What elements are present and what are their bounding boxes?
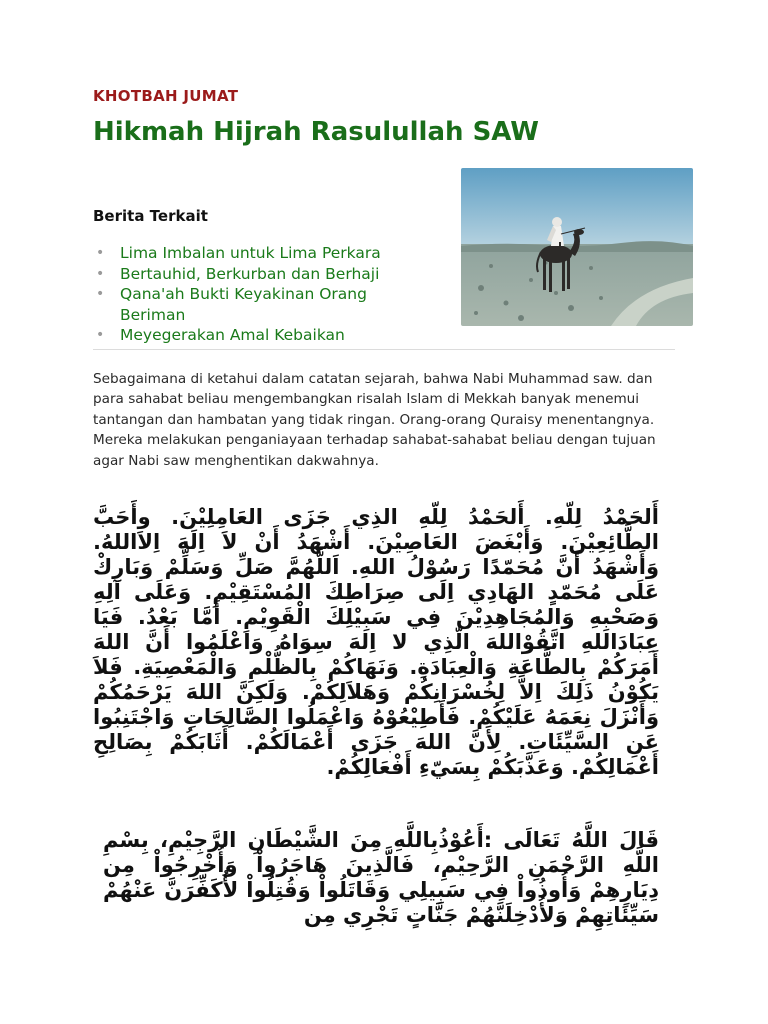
article-title: Hikmah Hijrah Rasulullah SAW <box>93 117 539 147</box>
related-news-item <box>93 264 423 285</box>
related-news-item <box>93 284 423 325</box>
related-news-link-1[interactable]: Lima Imbalan untuk Lima Perkara <box>120 244 381 262</box>
related-news-link-2[interactable]: Bertauhid, Berkurban dan Berhaji <box>120 264 380 283</box>
bullet-icon: • <box>96 286 105 302</box>
related-news-item <box>93 243 423 264</box>
article-category: KHOTBAH JUMAT <box>93 87 239 105</box>
arabic-sermon-opening: أَلحَمْدُ لِلّهِ. أَلحَمْدُ لِلّهِ الذِي جَزَى العَامِلِيْنَ. وأَحَبَّ الطَّائِعِيْنَ. وَأَبْغَضَ العَاصِيْنَ. أَشْهَدُ أَنْ لاَ اِلَهَ اِلاَاللهُ. وَأَشْهَدُ أَنَّ مُحَمّدًا رَسُوْلُ اللهِ. اَللَّهُمَّ صَلِّ وَسَلِّمْ وَبَارِكْ عَلَى مُحَمّدٍ الهَادِي اِلَى صِرَاطِكَ المُسْتَقِيْمِ. وَعَلَى آلِهِ وَصَحْبِهِ وَالمُجَاهِدِيْنَ فِي سَبِيْلِكَ الْقَوِيْمِ. أَمَّا بَعْدُ. فَيَا عِبَادَاللهِ اتَّقُوْاللهَ الّذِي لا اِلهَ سِوَاهُ وَاعْلَمُوا أَنَّ اللهَ أَمَرَكُمْ بِالطَّاعَةِ وَالْعِبَادَةِ. وَنَهَاكُمْ بِالظُّلْمِ وَالْمَعْصِيَةِ. فَلاَ يَكُوْنُ ذَلِكَ اِلاَّ لِخُسْرَانِكُمْ وَهَلاَلِكُمْ. وَلَكِنَّ اللهَ يَرْحَمُكُمْ وَأَنْزَلَ نِعَمَهُ عَلَيْكُمْ. فَأَطِيْعُوْهُ وَاعْمَلُوا الصَّالِحَاتِ وَاجْتَنِبُوا عَنِ السَّيِّئَاتِ. لِأَنَّ اللهَ جَزَى أَعْمَالَكُمْ. أَثَابَكُمْ بِصَالِحِ أَعْمَالِكُمْ. وَعَذَّبَكُمْ بِسَيّءِ أَفْعَالِكُمْ. <box>93 505 659 779</box>
bullet-icon: • <box>96 245 105 261</box>
arabic-quran-verse: قَالَ اللَّهُ تَعَالَى :أَعُوْذُبِاللَّهِ مِنَ الشَّيْطَانِ الرَّجِيْمِ، بِسْمِ اللَّهِ الرَّحْمَنِ الرَّحِيْمِ، فَالَّذِينَ هَاجَرُواْ وَأُخْرِجُواْ مِن دِيَارِهِمْ وَأُوذُواْ فِي سَبِيلِي وَقَاتَلُواْ وَقُتِلُواْ لأُكَفِّرَنَّ عَنْهُمْ سَيِّئَاتِهِمْ وَلأُدْخِلَنَّهُمْ جَنَّاتٍ تَجْرِي مِن <box>103 828 659 927</box>
related-news-heading: Berita Terkait <box>93 207 208 225</box>
related-news-link-3[interactable]: Qana'ah Bukti Keyakinan Orang Beriman <box>120 285 367 324</box>
bullet-icon: • <box>96 327 105 343</box>
related-news-list <box>93 243 423 346</box>
intro-paragraph: Sebagaimana di ketahui dalam catatan sejarah, bahwa Nabi Muhammad saw. dan para sahabat beliau mengembangkan risalah Islam di Mekkah banyak menemui tantangan dan hambatan yang tidak ringan. Orang-orang Quraisy menentangnya. Mereka melakukan penganiayaan terhadap sahabat-sahabat beliau dengan tujuan agar Nabi saw menghentikan dakwahnya. <box>93 371 656 469</box>
camel-rider-desert-icon <box>461 168 693 326</box>
article-photo <box>461 168 693 326</box>
bullet-icon: • <box>96 265 105 282</box>
related-news-item <box>93 325 423 346</box>
section-divider <box>93 349 675 350</box>
related-news-link-4[interactable]: Meyegerakan Amal Kebaikan <box>120 326 345 344</box>
